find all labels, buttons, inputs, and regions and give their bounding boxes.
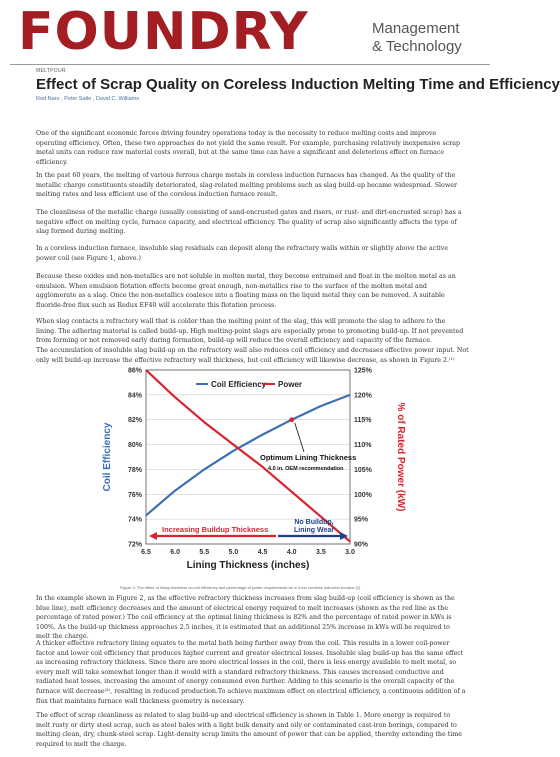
chart-svg xyxy=(92,364,410,582)
x-tick-label: 4.0 xyxy=(286,549,297,556)
figure-2-chart xyxy=(92,364,410,582)
x-tick-label: 5.0 xyxy=(228,549,239,556)
no-buildup-label: Lining Wear xyxy=(294,527,334,534)
buildup-arrow-head xyxy=(149,532,157,540)
y2-tick-label: 105% xyxy=(354,466,372,474)
article-authors[interactable]: Rod Naro , Peter Salte , David C. Williams xyxy=(36,96,140,102)
optimum-pointer xyxy=(295,423,304,452)
legend-entry: Coil Efficiency xyxy=(211,380,267,389)
optimum-sublabel: 4.0 in. OEM recommendation xyxy=(268,466,344,472)
logo-subtitle-line1: Management xyxy=(372,20,460,37)
section-label[interactable]: MELTPOUR xyxy=(36,68,66,74)
x-tick-label: 6.5 xyxy=(141,549,151,556)
optimum-marker xyxy=(289,417,294,422)
y2-axis-title: % of Rated Power (kW) xyxy=(395,402,406,512)
paragraph: Because these oxides and non-metallics are not soluble in molten metal, they become entrained and float in the molten metal as an emulsion. When emulsion flotation effects become great enough, non-metallics rise to the surface of the molten metal and agglomerate as a slag. Once the non-metallics coalesce into a floating mass on the liquid metal they can be removed. A suitable fluoride-free flux such as Redux EF40 will accelerate this flotation process. xyxy=(36,273,456,309)
x-tick-label: 5.5 xyxy=(199,549,210,556)
y-tick-label: 74% xyxy=(127,516,142,524)
x-tick-label: 6.0 xyxy=(170,549,181,556)
x-tick-label: 3.0 xyxy=(345,549,355,556)
article-title: Effect of Scrap Quality on Coreless Induction Melting Time and Efficiency xyxy=(36,76,560,93)
y-tick-label: 78% xyxy=(127,466,142,474)
y2-tick-label: 110% xyxy=(354,442,372,450)
y2-tick-label: 100% xyxy=(354,491,372,499)
y-tick-label: 72% xyxy=(127,541,142,549)
buildup-label: Increasing Buildup Thickness xyxy=(162,525,269,534)
x-axis-title: Lining Thickness (inches) xyxy=(186,560,310,571)
no-buildup-label: No Buildup, xyxy=(294,519,334,526)
paragraph: In the past 60 years, the melting of various ferrous charge metals in coreless induction furnaces has changed. As the quality of the metallic charge constituents steadily deteriorated, slag-related melting problems such as slag build-up became widespread. Slower melting rates and less efficient use of the coreless induction furnace result. xyxy=(36,172,457,199)
y-tick-label: 82% xyxy=(127,417,142,425)
y-tick-label: 84% xyxy=(127,392,142,400)
legend-entry: Power xyxy=(278,380,303,389)
paragraph: The cleanliness of the metallic charge (usually consisting of sand-encrusted gates and risers, or rust- and dirt-encrusted scrap) has a negative effect on melting cycle, furnace capacity, and electrical efficiency. The quality of scrap also significantly affects the type of slag formed during melting. xyxy=(36,209,462,236)
optimum-label: Optimum Lining Thickness xyxy=(260,453,357,462)
y-tick-label: 86% xyxy=(127,367,142,375)
y-axis-title: Coil Efficiency xyxy=(102,422,113,492)
paragraph: The accumulation of insoluble slag build-up on the refractory wall also reduces coil efficiency and decreases effective power input. Not only will build-up increase the effective refractory wall thickness, but coil efficiency will likewise decrease, as shown in Figure 2.⁽¹⁾ xyxy=(36,347,469,364)
masthead-logo[interactable] xyxy=(18,2,488,62)
y2-tick-label: 115% xyxy=(354,417,372,425)
y-tick-label: 76% xyxy=(127,491,142,499)
y2-tick-label: 120% xyxy=(354,392,372,400)
masthead-divider xyxy=(10,64,490,65)
y2-tick-label: 95% xyxy=(354,516,369,524)
figure-caption: Figure 2: The effect of lining thickness on coil efficiency and percentage of power requirements for a 3-ton coreless induction furnace.(1) xyxy=(120,585,361,590)
logo-subtitle-line2: & Technology xyxy=(372,38,462,55)
paragraph: The effect of scrap cleanliness as related to slag build-up and electrical efficiency is shown in Table 1. More energy is required to melt rusty or dirty steel scrap, such as steel bales with a light bulk density and oily or contaminated cast-iron borings, compared to melting clean, dry, chunk-steel scrap. Light-density scrap limits the amount of power that can be applied, thereby extending the time required to melt the charge. xyxy=(36,712,462,748)
paragraph: In a coreless induction furnace, insoluble slag residuals can deposit along the refractory walls within or slightly above the active power coil (see Figure 1, above.) xyxy=(36,245,449,262)
y2-tick-label: 125% xyxy=(354,367,372,375)
logo-wordmark: FOUNDRY xyxy=(18,2,309,62)
x-tick-label: 4.5 xyxy=(257,549,268,556)
y2-tick-label: 90% xyxy=(354,541,369,549)
paragraph: One of the significant economic forces driving foundry operations today is the necessity to reduce melting costs and improve operating efficiency. Often, these two approaches do not yield the same result. For example, purchasing relatively inexpensive scrap metal units can reduce raw material costs overall, but at the same time can have a significant and deleterious effect on furnace efficiency. xyxy=(36,130,461,166)
x-tick-label: 3.5 xyxy=(315,549,326,556)
paragraph: In the example shown in Figure 2, as the effective refractory thickness increases from slag build-up (coil efficiency is shown as the blue line), melt efficiency decreases and the amount of electrical energy required to melt increases (shown as the red line as the percentage of rated power.) The coil efficiency at the optimal lining thickness is 82% and the percentage of rated power in kWs is 100%. As the build-up thickness approaches 2.5 inches, it is estimated that an additional 25% increase in kWs will be required to melt the charge. xyxy=(36,595,455,641)
y-tick-label: 80% xyxy=(127,442,142,450)
paragraph: When slag contacts a refractory wall that is colder than the melting point of the slag, this will promote the slag to adhere to the lining. The adhering material is called build-up. High melting-point slags are especially prone to promoting build-up. If not prevented from forming or not removed early during formation, build-up will reduce the overall efficiency and capacity of the furnace. xyxy=(36,318,464,345)
paragraph: A thicker effective refractory lining equates to the metal bath being further away from the coil. This results in a lower coil-power factor and lower coil efficiency that produces higher current and greater electrical losses. Insoluble slag build-up has the same effect as increasing refractory thickness. Since there are more electrical losses in the coil, there is less energy available to melt metal, so every melt will take somewhat longer than it would with a standard refractory thickness. This causes increased conductive and radiated heat losses, increasing the amount of energy consumed even further. Adding to this scenario is the overall capacity of the furnace will decrease⁽²⁾, resulting in reduced production.To achieve maximum effect on electrical efficiency, a continuous addition of a flux that maintains furnace wall thickness geometry is necessary. xyxy=(36,640,466,705)
